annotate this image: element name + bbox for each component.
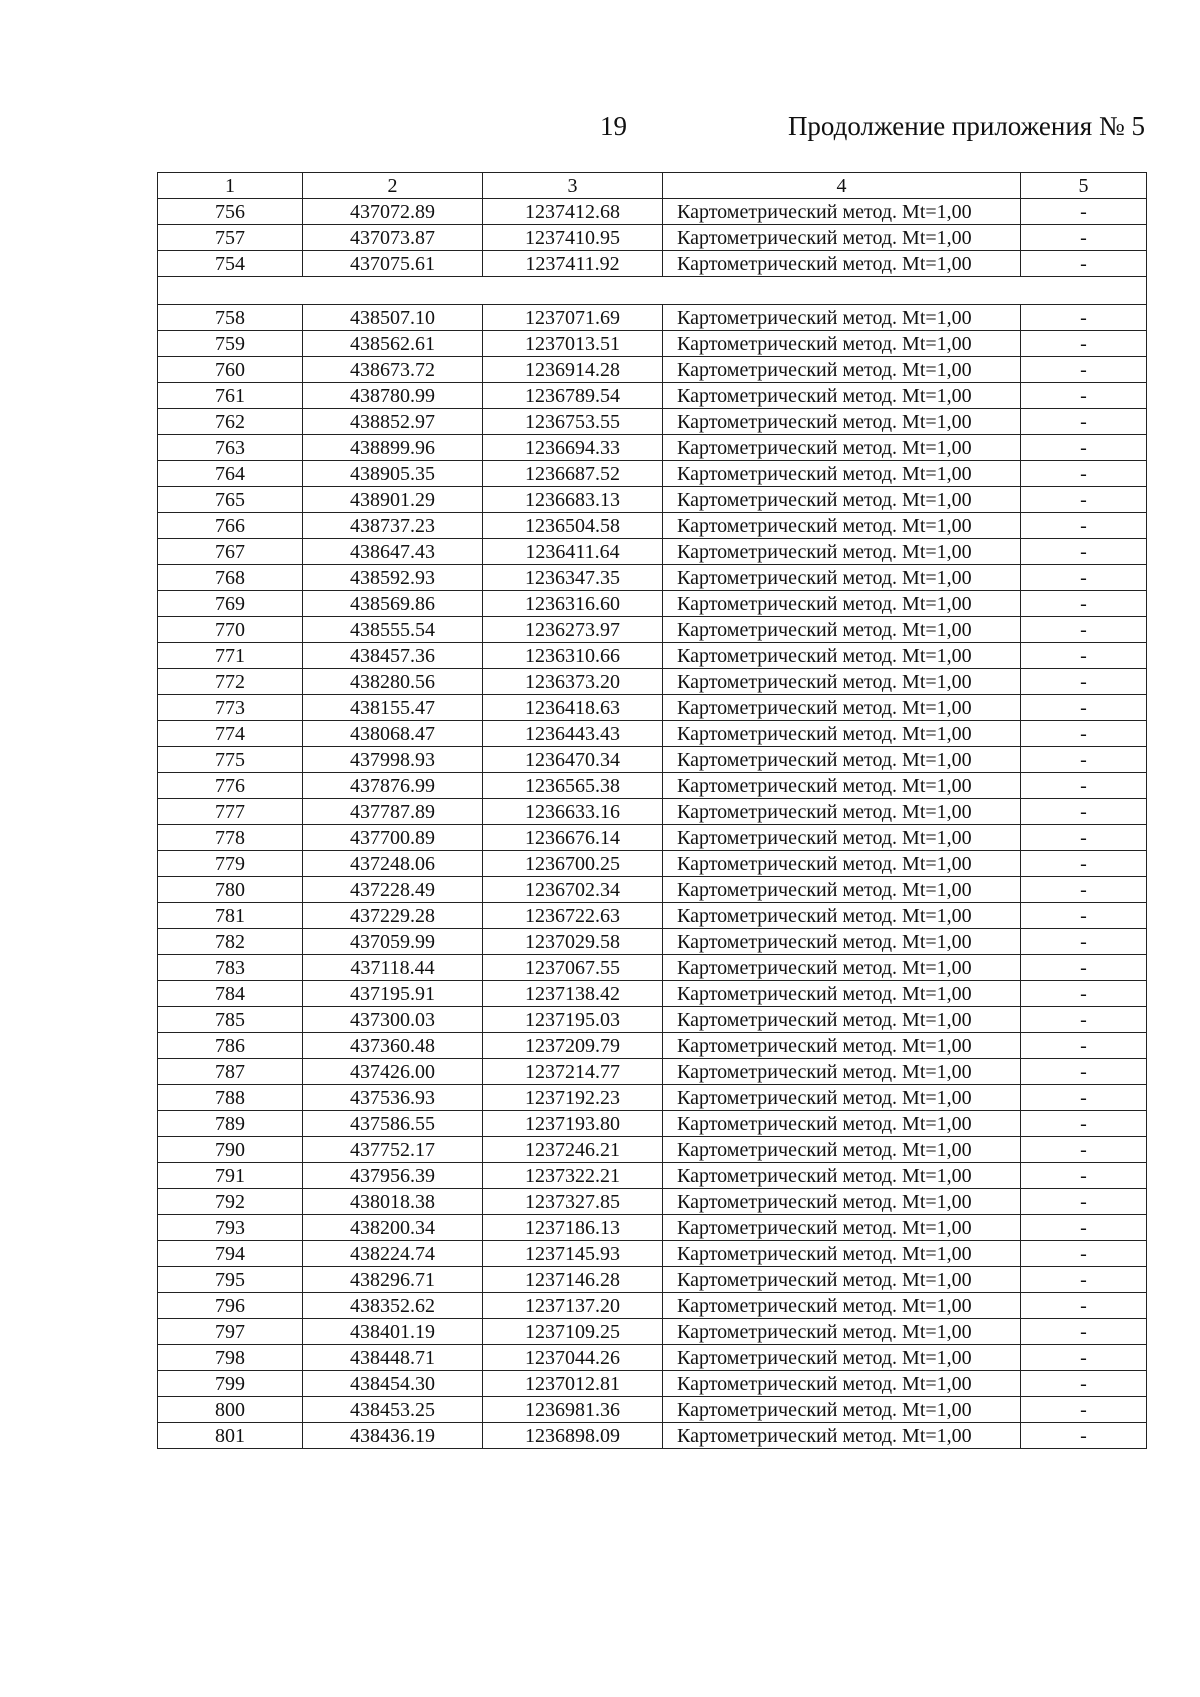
table-row (158, 1215, 1147, 1241)
method-cell: Картометрический метод. Mt=1,00 (663, 435, 1021, 461)
method-cell: Картометрический метод. Mt=1,00 (663, 539, 1021, 565)
method-cell: Картометрический метод. Mt=1,00 (663, 877, 1021, 903)
y-coordinate-cell: 1236694.33 (483, 435, 663, 461)
note-cell: - (1021, 1267, 1147, 1293)
note-cell: - (1021, 539, 1147, 565)
point-number-cell: 778 (158, 825, 303, 851)
point-number-cell: 798 (158, 1345, 303, 1371)
note-cell: - (1021, 1345, 1147, 1371)
x-coordinate-cell: 438068.47 (303, 721, 483, 747)
x-coordinate-cell: 437586.55 (303, 1111, 483, 1137)
table-row (158, 225, 1147, 251)
point-number-cell: 765 (158, 487, 303, 513)
note-cell: - (1021, 409, 1147, 435)
x-coordinate-cell: 438224.74 (303, 1241, 483, 1267)
y-coordinate-cell: 1236273.97 (483, 617, 663, 643)
x-coordinate-cell: 437072.89 (303, 199, 483, 225)
method-cell: Картометрический метод. Mt=1,00 (663, 617, 1021, 643)
method-cell: Картометрический метод. Mt=1,00 (663, 747, 1021, 773)
table-row (158, 773, 1147, 799)
method-cell: Картометрический метод. Mt=1,00 (663, 1059, 1021, 1085)
x-coordinate-cell: 438901.29 (303, 487, 483, 513)
x-coordinate-cell: 438453.25 (303, 1397, 483, 1423)
method-cell: Картометрический метод. Mt=1,00 (663, 1085, 1021, 1111)
table-row (158, 1111, 1147, 1137)
point-number-cell: 764 (158, 461, 303, 487)
contour-separator-row (158, 277, 1147, 305)
method-cell: Картометрический метод. Mt=1,00 (663, 461, 1021, 487)
y-coordinate-cell: 1236504.58 (483, 513, 663, 539)
point-number-cell: 772 (158, 669, 303, 695)
method-cell: Картометрический метод. Mt=1,00 (663, 1241, 1021, 1267)
note-cell: - (1021, 1163, 1147, 1189)
point-number-cell: 782 (158, 929, 303, 955)
table-body (158, 199, 1147, 1449)
note-cell: - (1021, 1137, 1147, 1163)
table-row (158, 409, 1147, 435)
y-coordinate-cell: 1237137.20 (483, 1293, 663, 1319)
y-coordinate-cell: 1237029.58 (483, 929, 663, 955)
note-cell: - (1021, 617, 1147, 643)
point-number-cell: 791 (158, 1163, 303, 1189)
note-cell: - (1021, 773, 1147, 799)
point-number-cell: 783 (158, 955, 303, 981)
note-cell: - (1021, 435, 1147, 461)
y-coordinate-cell: 1237193.80 (483, 1111, 663, 1137)
note-cell: - (1021, 1189, 1147, 1215)
page-number: 19 (600, 111, 627, 141)
table-row (158, 721, 1147, 747)
method-cell: Картометрический метод. Mt=1,00 (663, 331, 1021, 357)
point-number-cell: 766 (158, 513, 303, 539)
point-number-cell: 769 (158, 591, 303, 617)
method-cell: Картометрический метод. Mt=1,00 (663, 409, 1021, 435)
note-cell: - (1021, 1111, 1147, 1137)
table-row (158, 669, 1147, 695)
note-cell: - (1021, 1059, 1147, 1085)
note-cell: - (1021, 851, 1147, 877)
note-cell: - (1021, 747, 1147, 773)
note-cell: - (1021, 513, 1147, 539)
x-coordinate-cell: 438155.47 (303, 695, 483, 721)
x-coordinate-cell: 437360.48 (303, 1033, 483, 1059)
table-row (158, 1007, 1147, 1033)
point-number-cell: 799 (158, 1371, 303, 1397)
point-number-cell: 794 (158, 1241, 303, 1267)
method-cell: Картометрический метод. Mt=1,00 (663, 251, 1021, 277)
table-row (158, 1137, 1147, 1163)
y-coordinate-cell: 1236914.28 (483, 357, 663, 383)
y-coordinate-cell: 1236687.52 (483, 461, 663, 487)
point-number-cell: 762 (158, 409, 303, 435)
y-coordinate-cell: 1237246.21 (483, 1137, 663, 1163)
y-coordinate-cell: 1236565.38 (483, 773, 663, 799)
method-cell: Картометрический метод. Mt=1,00 (663, 695, 1021, 721)
table-row (158, 929, 1147, 955)
table-row (158, 539, 1147, 565)
x-coordinate-cell: 438280.56 (303, 669, 483, 695)
method-cell: Картометрический метод. Mt=1,00 (663, 1215, 1021, 1241)
table-row (158, 799, 1147, 825)
y-coordinate-cell: 1236411.64 (483, 539, 663, 565)
x-coordinate-cell: 438200.34 (303, 1215, 483, 1241)
method-cell: Картометрический метод. Mt=1,00 (663, 799, 1021, 825)
y-coordinate-cell: 1236753.55 (483, 409, 663, 435)
y-coordinate-cell: 1236443.43 (483, 721, 663, 747)
method-cell: Картометрический метод. Mt=1,00 (663, 851, 1021, 877)
y-coordinate-cell: 1236789.54 (483, 383, 663, 409)
y-coordinate-cell: 1237214.77 (483, 1059, 663, 1085)
method-cell: Картометрический метод. Mt=1,00 (663, 903, 1021, 929)
y-coordinate-cell: 1237071.69 (483, 305, 663, 331)
column-header-1: 1 (158, 173, 303, 199)
point-number-cell: 760 (158, 357, 303, 383)
method-cell: Картометрический метод. Mt=1,00 (663, 199, 1021, 225)
coordinates-table (157, 172, 1147, 1449)
note-cell: - (1021, 1423, 1147, 1449)
y-coordinate-cell: 1236310.66 (483, 643, 663, 669)
method-cell: Картометрический метод. Mt=1,00 (663, 1293, 1021, 1319)
point-number-cell: 789 (158, 1111, 303, 1137)
point-number-cell: 777 (158, 799, 303, 825)
method-cell: Картометрический метод. Mt=1,00 (663, 383, 1021, 409)
point-number-cell: 768 (158, 565, 303, 591)
x-coordinate-cell: 437248.06 (303, 851, 483, 877)
point-number-cell: 797 (158, 1319, 303, 1345)
x-coordinate-cell: 438899.96 (303, 435, 483, 461)
y-coordinate-cell: 1236633.16 (483, 799, 663, 825)
x-coordinate-cell: 437956.39 (303, 1163, 483, 1189)
point-number-cell: 784 (158, 981, 303, 1007)
point-number-cell: 761 (158, 383, 303, 409)
table-row (158, 825, 1147, 851)
point-number-cell: 780 (158, 877, 303, 903)
x-coordinate-cell: 438457.36 (303, 643, 483, 669)
table-row (158, 199, 1147, 225)
y-coordinate-cell: 1237013.51 (483, 331, 663, 357)
method-cell: Картометрический метод. Mt=1,00 (663, 565, 1021, 591)
table-row (158, 877, 1147, 903)
note-cell: - (1021, 903, 1147, 929)
table-row (158, 487, 1147, 513)
table-row (158, 695, 1147, 721)
table-row (158, 955, 1147, 981)
y-coordinate-cell: 1236373.20 (483, 669, 663, 695)
contour-separator-cell (158, 277, 1147, 305)
x-coordinate-cell: 437118.44 (303, 955, 483, 981)
x-coordinate-cell: 437300.03 (303, 1007, 483, 1033)
note-cell: - (1021, 565, 1147, 591)
table-row (158, 565, 1147, 591)
method-cell: Картометрический метод. Mt=1,00 (663, 1397, 1021, 1423)
y-coordinate-cell: 1236898.09 (483, 1423, 663, 1449)
method-cell: Картометрический метод. Mt=1,00 (663, 1033, 1021, 1059)
point-number-cell: 788 (158, 1085, 303, 1111)
method-cell: Картометрический метод. Mt=1,00 (663, 1189, 1021, 1215)
method-cell: Картометрический метод. Mt=1,00 (663, 225, 1021, 251)
note-cell: - (1021, 981, 1147, 1007)
y-coordinate-cell: 1237109.25 (483, 1319, 663, 1345)
y-coordinate-cell: 1237146.28 (483, 1267, 663, 1293)
x-coordinate-cell: 437752.17 (303, 1137, 483, 1163)
method-cell: Картометрический метод. Mt=1,00 (663, 305, 1021, 331)
point-number-cell: 771 (158, 643, 303, 669)
method-cell: Картометрический метод. Mt=1,00 (663, 981, 1021, 1007)
y-coordinate-cell: 1237186.13 (483, 1215, 663, 1241)
x-coordinate-cell: 438401.19 (303, 1319, 483, 1345)
y-coordinate-cell: 1237327.85 (483, 1189, 663, 1215)
x-coordinate-cell: 437700.89 (303, 825, 483, 851)
y-coordinate-cell: 1237410.95 (483, 225, 663, 251)
method-cell: Картометрический метод. Mt=1,00 (663, 721, 1021, 747)
table-row (158, 1423, 1147, 1449)
appendix-caption: Продолжение приложения № 5 (787, 111, 1145, 141)
x-coordinate-cell: 437787.89 (303, 799, 483, 825)
point-number-cell: 756 (158, 199, 303, 225)
table-row (158, 1059, 1147, 1085)
point-number-cell: 786 (158, 1033, 303, 1059)
y-coordinate-cell: 1236347.35 (483, 565, 663, 591)
method-cell: Картометрический метод. Mt=1,00 (663, 929, 1021, 955)
x-coordinate-cell: 437228.49 (303, 877, 483, 903)
method-cell: Картометрический метод. Mt=1,00 (663, 1007, 1021, 1033)
note-cell: - (1021, 331, 1147, 357)
note-cell: - (1021, 1319, 1147, 1345)
header-row (158, 173, 1147, 199)
table-row (158, 251, 1147, 277)
table-header (158, 173, 1147, 199)
x-coordinate-cell: 438905.35 (303, 461, 483, 487)
table-row (158, 747, 1147, 773)
point-number-cell: 795 (158, 1267, 303, 1293)
point-number-cell: 770 (158, 617, 303, 643)
note-cell: - (1021, 955, 1147, 981)
point-number-cell: 763 (158, 435, 303, 461)
point-number-cell: 787 (158, 1059, 303, 1085)
y-coordinate-cell: 1236316.60 (483, 591, 663, 617)
point-number-cell: 775 (158, 747, 303, 773)
y-coordinate-cell: 1236683.13 (483, 487, 663, 513)
table-row (158, 1163, 1147, 1189)
method-cell: Картометрический метод. Mt=1,00 (663, 1137, 1021, 1163)
table-row (158, 1293, 1147, 1319)
note-cell: - (1021, 383, 1147, 409)
note-cell: - (1021, 487, 1147, 513)
point-number-cell: 785 (158, 1007, 303, 1033)
note-cell: - (1021, 643, 1147, 669)
table-row (158, 305, 1147, 331)
note-cell: - (1021, 1293, 1147, 1319)
y-coordinate-cell: 1236981.36 (483, 1397, 663, 1423)
method-cell: Картометрический метод. Mt=1,00 (663, 669, 1021, 695)
x-coordinate-cell: 438562.61 (303, 331, 483, 357)
point-number-cell: 754 (158, 251, 303, 277)
x-coordinate-cell: 437059.99 (303, 929, 483, 955)
method-cell: Картометрический метод. Mt=1,00 (663, 773, 1021, 799)
x-coordinate-cell: 437073.87 (303, 225, 483, 251)
point-number-cell: 793 (158, 1215, 303, 1241)
x-coordinate-cell: 437075.61 (303, 251, 483, 277)
table-row (158, 1267, 1147, 1293)
note-cell: - (1021, 721, 1147, 747)
point-number-cell: 779 (158, 851, 303, 877)
note-cell: - (1021, 461, 1147, 487)
table-row (158, 851, 1147, 877)
x-coordinate-cell: 438780.99 (303, 383, 483, 409)
note-cell: - (1021, 929, 1147, 955)
y-coordinate-cell: 1237412.68 (483, 199, 663, 225)
point-number-cell: 800 (158, 1397, 303, 1423)
point-number-cell: 774 (158, 721, 303, 747)
y-coordinate-cell: 1236702.34 (483, 877, 663, 903)
point-number-cell: 773 (158, 695, 303, 721)
y-coordinate-cell: 1237067.55 (483, 955, 663, 981)
note-cell: - (1021, 357, 1147, 383)
y-coordinate-cell: 1237138.42 (483, 981, 663, 1007)
x-coordinate-cell: 438454.30 (303, 1371, 483, 1397)
table-row (158, 435, 1147, 461)
x-coordinate-cell: 438852.97 (303, 409, 483, 435)
table-row (158, 1085, 1147, 1111)
method-cell: Картометрический метод. Mt=1,00 (663, 955, 1021, 981)
y-coordinate-cell: 1237044.26 (483, 1345, 663, 1371)
x-coordinate-cell: 437876.99 (303, 773, 483, 799)
note-cell: - (1021, 1033, 1147, 1059)
table-row (158, 383, 1147, 409)
table-row (158, 981, 1147, 1007)
y-coordinate-cell: 1237209.79 (483, 1033, 663, 1059)
table-row (158, 357, 1147, 383)
method-cell: Картометрический метод. Mt=1,00 (663, 1111, 1021, 1137)
note-cell: - (1021, 825, 1147, 851)
table-row (158, 331, 1147, 357)
method-cell: Картометрический метод. Mt=1,00 (663, 513, 1021, 539)
column-header-4: 4 (663, 173, 1021, 199)
point-number-cell: 758 (158, 305, 303, 331)
point-number-cell: 796 (158, 1293, 303, 1319)
x-coordinate-cell: 438507.10 (303, 305, 483, 331)
method-cell: Картометрический метод. Mt=1,00 (663, 357, 1021, 383)
y-coordinate-cell: 1236700.25 (483, 851, 663, 877)
x-coordinate-cell: 438448.71 (303, 1345, 483, 1371)
method-cell: Картометрический метод. Mt=1,00 (663, 1319, 1021, 1345)
note-cell: - (1021, 669, 1147, 695)
x-coordinate-cell: 437195.91 (303, 981, 483, 1007)
note-cell: - (1021, 1085, 1147, 1111)
x-coordinate-cell: 438592.93 (303, 565, 483, 591)
column-header-5: 5 (1021, 173, 1147, 199)
note-cell: - (1021, 225, 1147, 251)
y-coordinate-cell: 1237012.81 (483, 1371, 663, 1397)
table-row (158, 1397, 1147, 1423)
y-coordinate-cell: 1237145.93 (483, 1241, 663, 1267)
note-cell: - (1021, 877, 1147, 903)
method-cell: Картометрический метод. Mt=1,00 (663, 487, 1021, 513)
point-number-cell: 781 (158, 903, 303, 929)
table-row (158, 513, 1147, 539)
method-cell: Картометрический метод. Mt=1,00 (663, 1345, 1021, 1371)
y-coordinate-cell: 1237195.03 (483, 1007, 663, 1033)
note-cell: - (1021, 1215, 1147, 1241)
x-coordinate-cell: 438737.23 (303, 513, 483, 539)
x-coordinate-cell: 437998.93 (303, 747, 483, 773)
note-cell: - (1021, 1241, 1147, 1267)
table-row (158, 591, 1147, 617)
table-row (158, 1033, 1147, 1059)
y-coordinate-cell: 1236418.63 (483, 695, 663, 721)
y-coordinate-cell: 1237411.92 (483, 251, 663, 277)
y-coordinate-cell: 1236470.34 (483, 747, 663, 773)
method-cell: Картометрический метод. Mt=1,00 (663, 643, 1021, 669)
column-header-2: 2 (303, 173, 483, 199)
method-cell: Картометрический метод. Mt=1,00 (663, 591, 1021, 617)
point-number-cell: 790 (158, 1137, 303, 1163)
y-coordinate-cell: 1237322.21 (483, 1163, 663, 1189)
note-cell: - (1021, 1397, 1147, 1423)
note-cell: - (1021, 305, 1147, 331)
y-coordinate-cell: 1236722.63 (483, 903, 663, 929)
x-coordinate-cell: 437426.00 (303, 1059, 483, 1085)
column-header-3: 3 (483, 173, 663, 199)
note-cell: - (1021, 799, 1147, 825)
note-cell: - (1021, 199, 1147, 225)
point-number-cell: 801 (158, 1423, 303, 1449)
method-cell: Картометрический метод. Mt=1,00 (663, 825, 1021, 851)
note-cell: - (1021, 695, 1147, 721)
x-coordinate-cell: 438569.86 (303, 591, 483, 617)
table-row (158, 643, 1147, 669)
table-row (158, 1189, 1147, 1215)
x-coordinate-cell: 438436.19 (303, 1423, 483, 1449)
x-coordinate-cell: 438018.38 (303, 1189, 483, 1215)
x-coordinate-cell: 437536.93 (303, 1085, 483, 1111)
table-row (158, 1371, 1147, 1397)
note-cell: - (1021, 1371, 1147, 1397)
x-coordinate-cell: 437229.28 (303, 903, 483, 929)
table-row (158, 903, 1147, 929)
point-number-cell: 776 (158, 773, 303, 799)
point-number-cell: 767 (158, 539, 303, 565)
x-coordinate-cell: 438555.54 (303, 617, 483, 643)
table-row (158, 617, 1147, 643)
table-row (158, 461, 1147, 487)
point-number-cell: 759 (158, 331, 303, 357)
point-number-cell: 757 (158, 225, 303, 251)
table-row (158, 1345, 1147, 1371)
point-number-cell: 792 (158, 1189, 303, 1215)
table-row (158, 1241, 1147, 1267)
method-cell: Картометрический метод. Mt=1,00 (663, 1423, 1021, 1449)
y-coordinate-cell: 1237192.23 (483, 1085, 663, 1111)
note-cell: - (1021, 591, 1147, 617)
method-cell: Картометрический метод. Mt=1,00 (663, 1163, 1021, 1189)
x-coordinate-cell: 438647.43 (303, 539, 483, 565)
note-cell: - (1021, 251, 1147, 277)
method-cell: Картометрический метод. Mt=1,00 (663, 1371, 1021, 1397)
method-cell: Картометрический метод. Mt=1,00 (663, 1267, 1021, 1293)
x-coordinate-cell: 438673.72 (303, 357, 483, 383)
note-cell: - (1021, 1007, 1147, 1033)
x-coordinate-cell: 438296.71 (303, 1267, 483, 1293)
x-coordinate-cell: 438352.62 (303, 1293, 483, 1319)
table-row (158, 1319, 1147, 1345)
y-coordinate-cell: 1236676.14 (483, 825, 663, 851)
